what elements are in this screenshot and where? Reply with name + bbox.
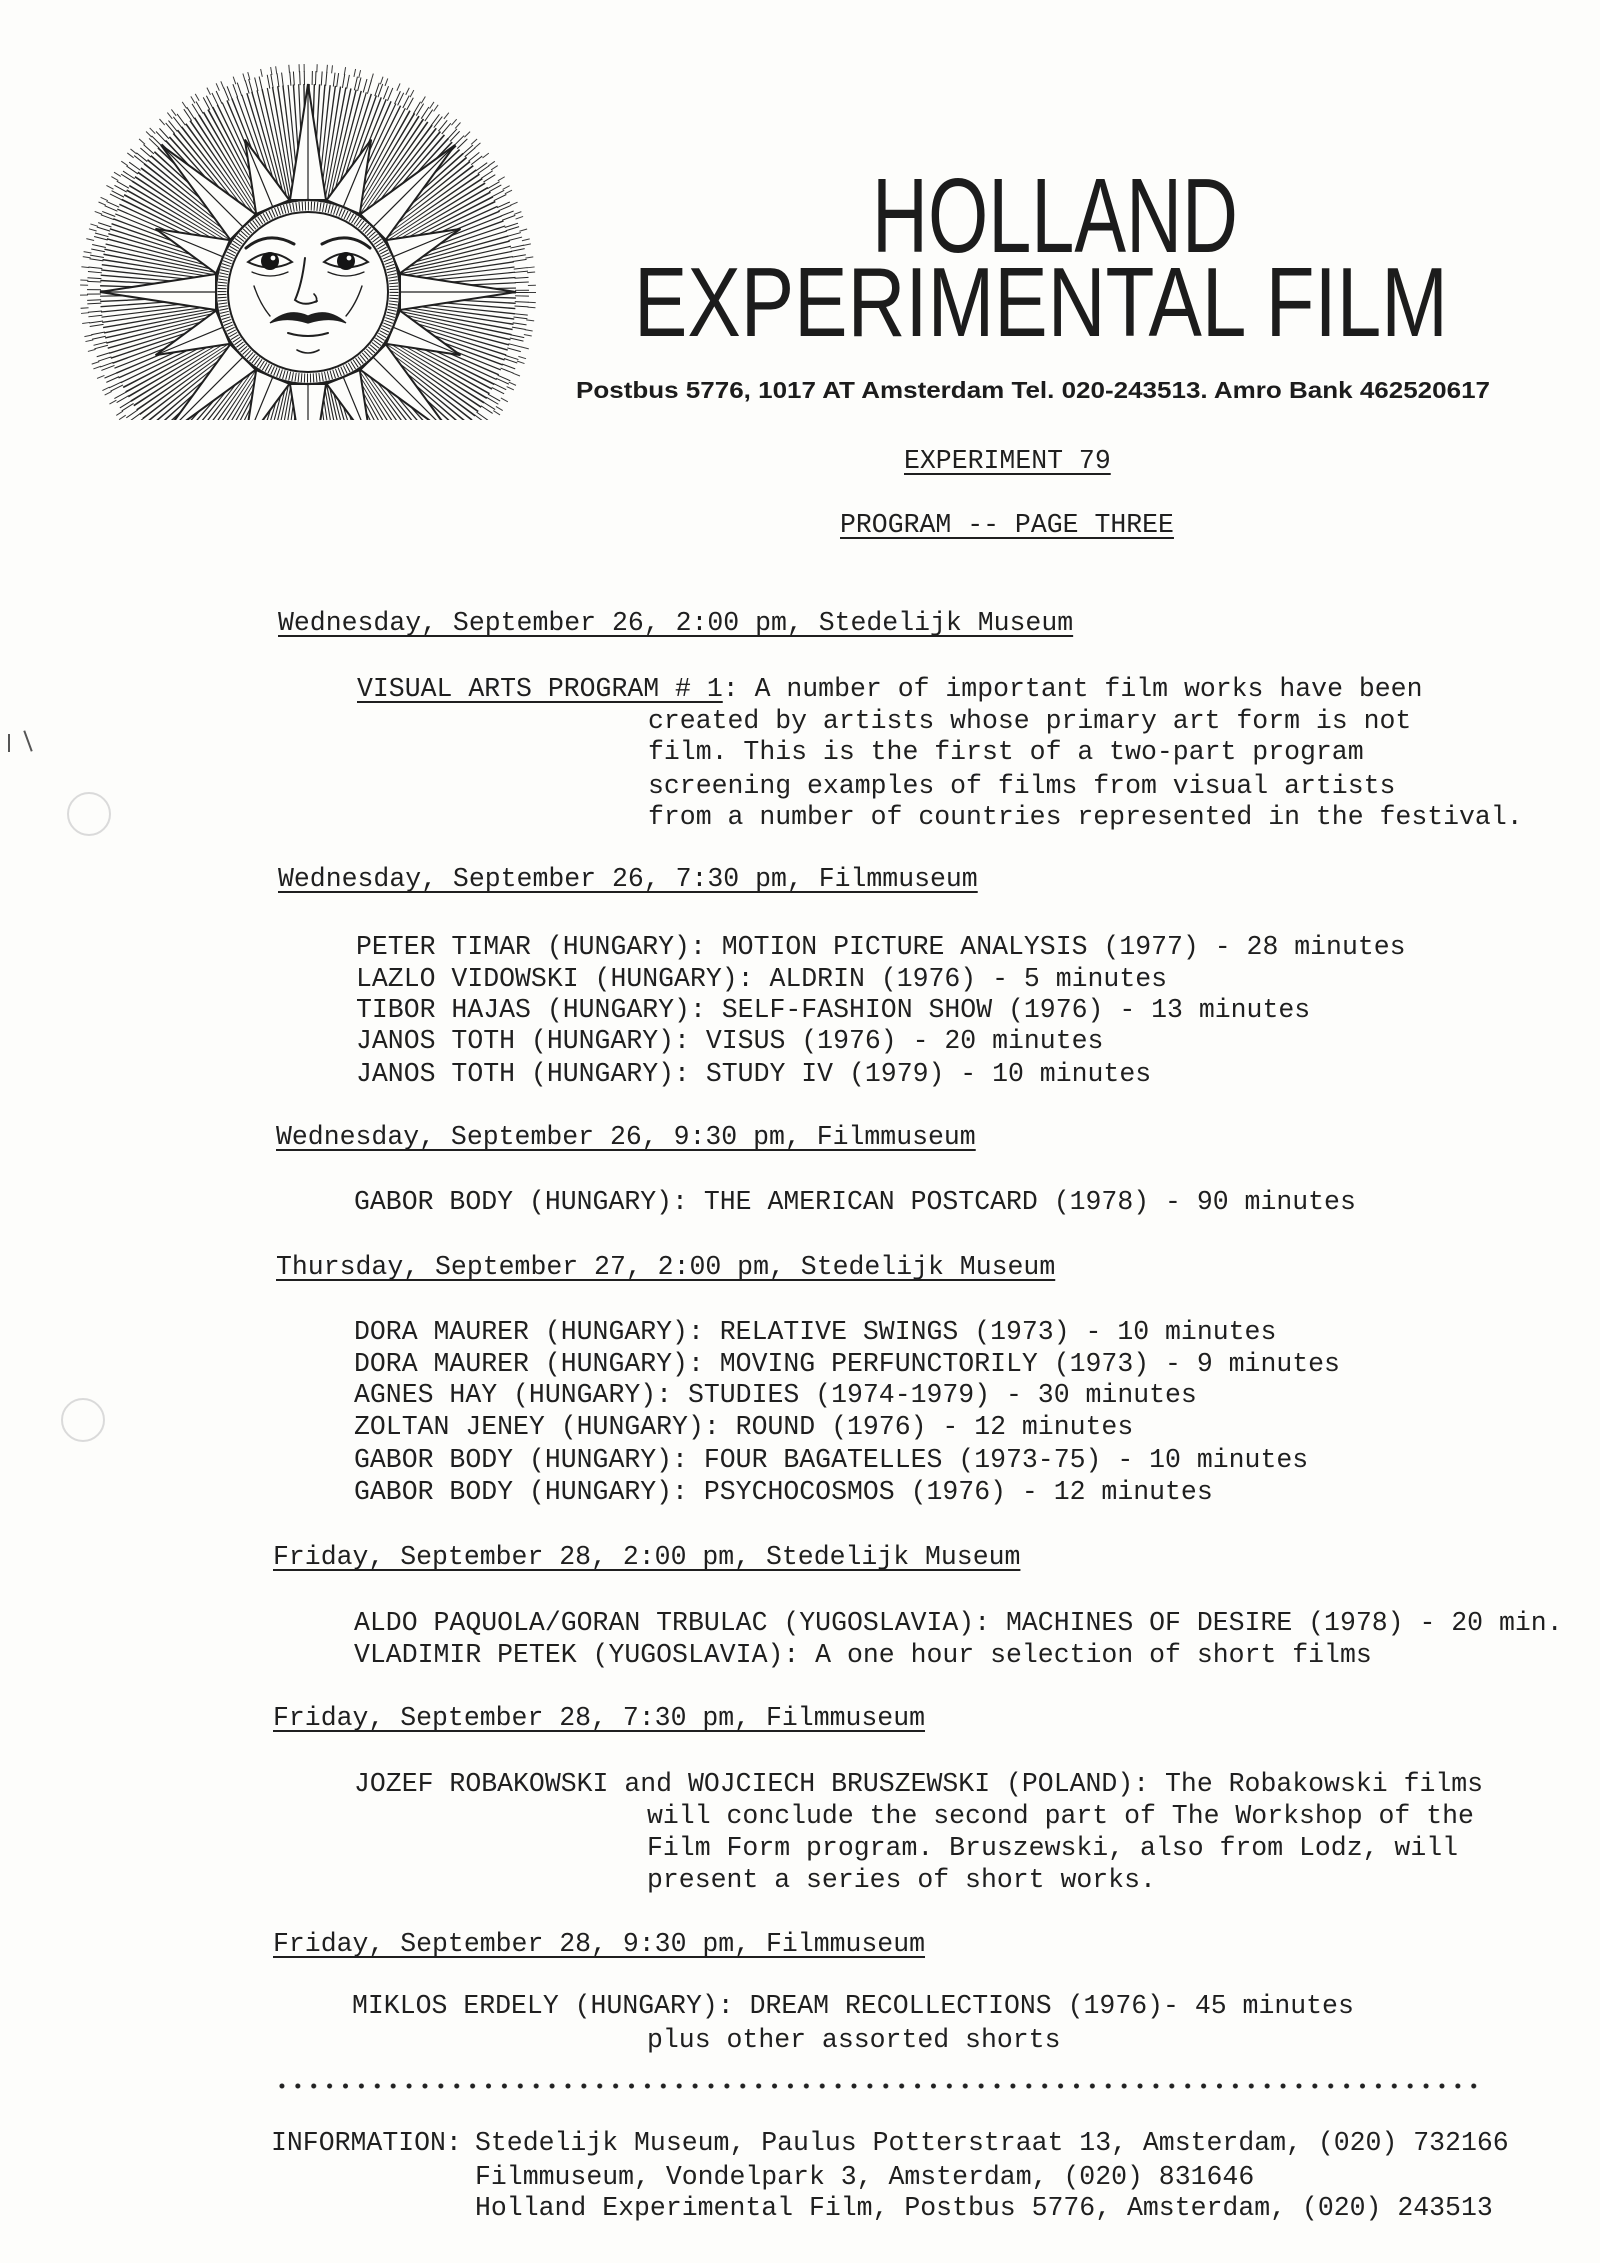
session-heading: Wednesday, September 26, 7:30 pm, Filmmuseum [278,864,978,894]
film-entry: ZOLTAN JENEY (HUNGARY): ROUND (1976) - 12 minutes [354,1412,1134,1442]
film-entry: AGNES HAY (HUNGARY): STUDIES (1974-1979) - 30 minutes [354,1380,1197,1410]
session-heading: Wednesday, September 26, 9:30 pm, Filmmuseum [276,1122,976,1152]
film-entry: LAZLO VIDOWSKI (HUNGARY): ALDRIN (1976) - 5 minutes [356,964,1168,994]
description-line: present a series of short works. [647,1865,1156,1895]
left-eye-highlight [271,256,276,261]
description-line: from a number of countries represented in the festival. [648,802,1523,832]
experiment-title: EXPERIMENT 79 [904,446,1111,476]
information-line: Filmmuseum, Vondelpark 3, Amsterdam, (020) 831646 [475,2162,1255,2192]
film-entry: DORA MAURER (HUNGARY): RELATIVE SWINGS (1973) - 10 minutes [354,1317,1277,1347]
session-heading: Friday, September 28, 7:30 pm, Filmmuseum [273,1703,926,1733]
session-heading: Thursday, September 27, 2:00 pm, Stedelijk Museum [276,1252,1056,1282]
margin-mark [8,734,10,752]
session-heading: Friday, September 28, 9:30 pm, Filmmuseum [273,1929,926,1959]
margin-mark [23,730,32,751]
description-line: created by artists whose primary art form is not [648,706,1412,736]
page-subtitle: PROGRAM -- PAGE THREE [840,510,1174,540]
description-line: screening examples of films from visual artists [648,771,1396,801]
logo-name-line1: HOLLAND [872,157,1238,275]
description-line: Film Form program. Bruszewski, also from Lodz, will [647,1833,1459,1863]
right-pupil [337,252,355,270]
film-entry: MIKLOS ERDELY (HUNGARY): DREAM RECOLLECTIONS (1976)- 45 minutes [352,1991,1354,2021]
sun-ray [290,384,326,420]
description-line: plus other assorted shorts [647,2025,1061,2055]
logo-name-line2: EXPERIMENTAL FILM [634,247,1448,357]
film-entry: ALDO PAQUOLA/GORAN TRBULAC (YUGOSLAVIA): MACHINES OF DESIRE (1978) - 20 min. [354,1608,1563,1638]
program-entry [357,673,1422,705]
sun-logo [84,68,532,420]
program-description: : A number of important film works have been [722,674,1423,704]
session-heading: Wednesday, September 26, 2:00 pm, Stedelijk Museum [278,608,1074,638]
sun-face [228,212,388,372]
film-entry: GABOR BODY (HUNGARY): THE AMERICAN POSTCARD (1978) - 90 minutes [354,1187,1356,1217]
description-line: film. This is the first of a two-part program [648,737,1364,767]
film-entry: VLADIMIR PETEK (YUGOSLAVIA): A one hour selection of short films [354,1640,1372,1670]
session-heading: Friday, September 28, 2:00 pm, Stedelijk Museum [273,1542,1021,1572]
description-line: will conclude the second part of The Workshop of the [647,1801,1474,1831]
program-label: VISUAL ARTS PROGRAM # 1 [357,674,723,704]
dotted-divider [274,2082,1484,2090]
hole-punch-mark [67,792,111,836]
information-label: INFORMATION: [271,2128,462,2158]
information-line: Holland Experimental Film, Postbus 5776, Amsterdam, (020) 243513 [475,2193,1493,2223]
film-entry: GABOR BODY (HUNGARY): FOUR BAGATELLES (1973-75) - 10 minutes [354,1445,1309,1475]
film-entry: JANOS TOTH (HUNGARY): STUDY IV (1979) - 10 minutes [356,1059,1152,1089]
right-eye-highlight [347,256,352,261]
film-entry: TIBOR HAJAS (HUNGARY): SELF-FASHION SHOW (1976) - 13 minutes [356,995,1311,1025]
letterhead-address: Postbus 5776, 1017 AT Amsterdam Tel. 020-243513. Amro Bank 462520617 [576,377,1490,403]
left-pupil [261,252,279,270]
hole-punch-mark [61,1398,105,1442]
letterhead [0,0,1600,420]
film-entry: JANOS TOTH (HUNGARY): VISUS (1976) - 20 minutes [356,1026,1104,1056]
film-entry: JOZEF ROBAKOWSKI and WOJCIECH BRUSZEWSKI (POLAND): The Robakowski films [354,1769,1484,1799]
film-entry: GABOR BODY (HUNGARY): PSYCHOCOSMOS (1976) - 12 minutes [354,1477,1213,1507]
information-line: Stedelijk Museum, Paulus Potterstraat 13, Amsterdam, (020) 732166 [475,2128,1509,2158]
film-entry: DORA MAURER (HUNGARY): MOVING PERFUNCTORILY (1973) - 9 minutes [354,1349,1340,1379]
film-entry: PETER TIMAR (HUNGARY): MOTION PICTURE ANALYSIS (1977) - 28 minutes [356,932,1406,962]
